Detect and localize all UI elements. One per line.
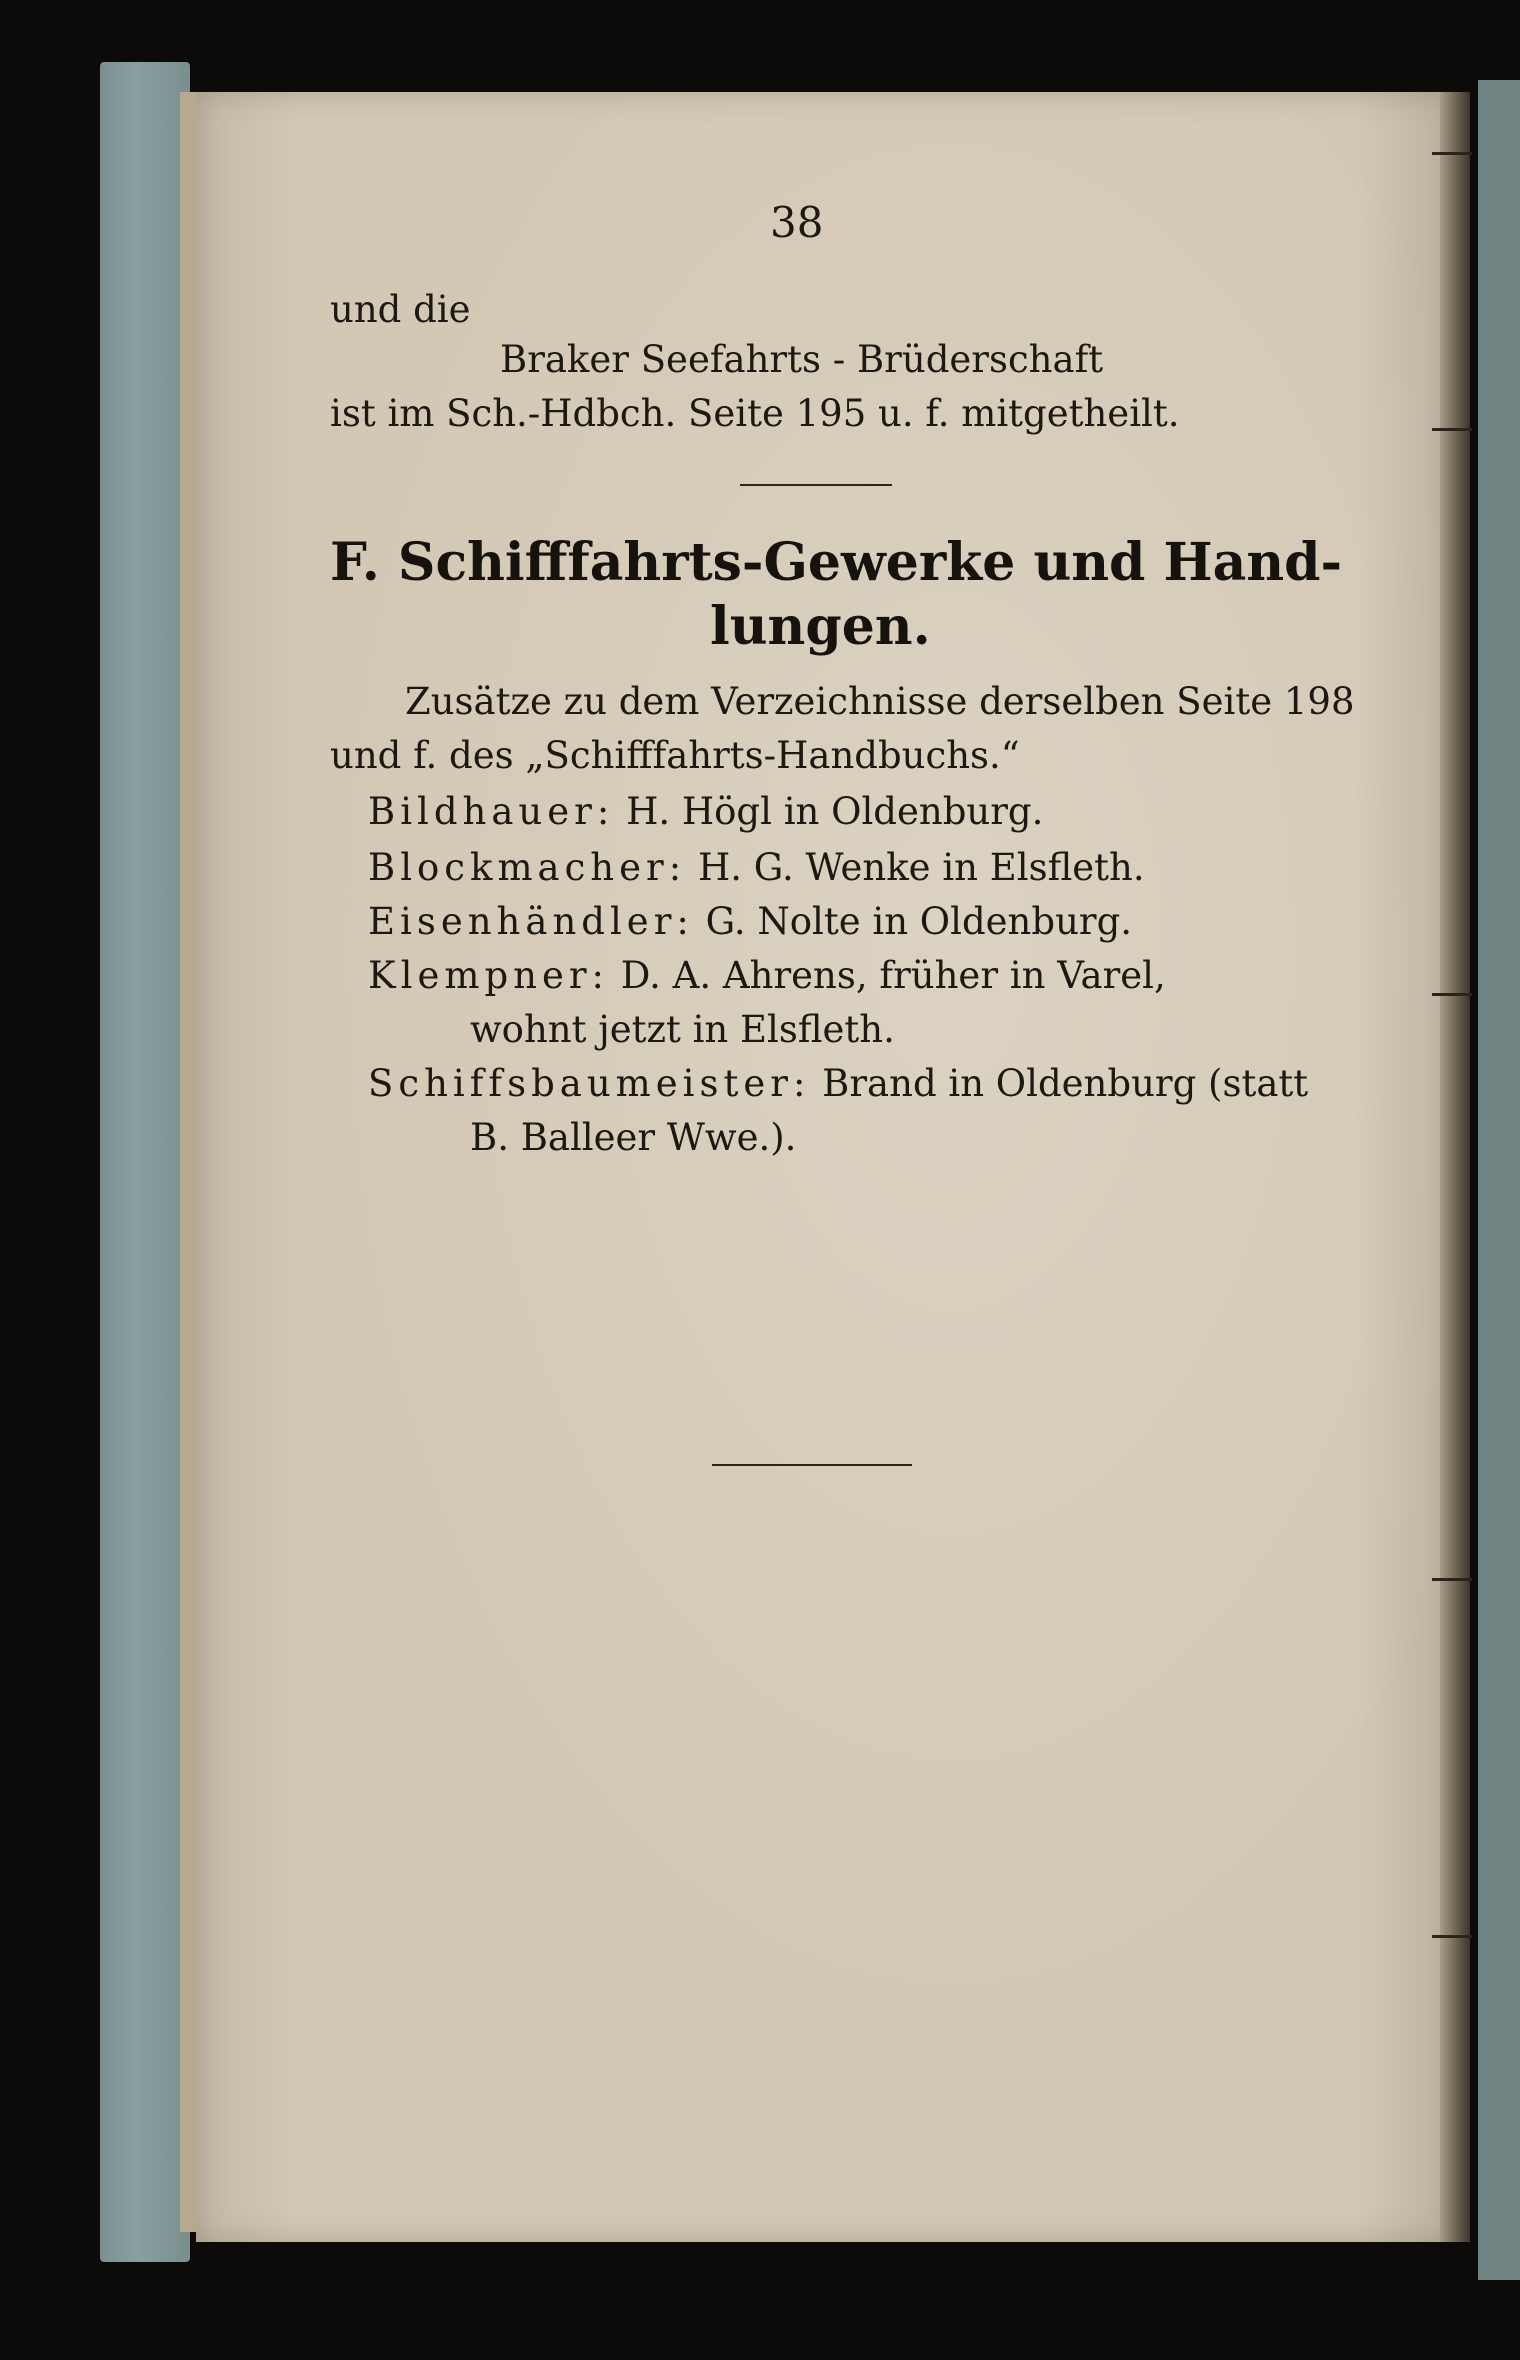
binding-stitch: [1432, 993, 1472, 996]
page-gutter: [1440, 92, 1470, 2242]
entry-eisenhaendler: [368, 900, 1132, 943]
text-line: B. Balleer Wwe.).: [470, 1116, 797, 1159]
separator-rule: [712, 1464, 912, 1466]
text-line: ist im Sch.-Hdbch. Seite 195 u. f. mitgetheilt.: [330, 392, 1180, 435]
binding-stitch: [1432, 152, 1472, 155]
separator-rule: [740, 484, 892, 486]
entry-text: H. G. Wenke in Elsfleth.: [697, 846, 1145, 889]
entry-label: Blockmacher:: [368, 846, 687, 889]
text-line: wohnt jetzt in Elsfleth.: [470, 1008, 895, 1051]
entry-text: G. Nolte in Oldenburg.: [705, 900, 1133, 943]
section-heading: F. Schifffahrts-Gewerke und Hand-: [330, 532, 1343, 593]
entry-schiffsbaumeister: [368, 1062, 1308, 1105]
entry-label: Bildhauer:: [368, 790, 615, 833]
page-number: 38: [770, 198, 824, 247]
entry-text: D. A. Ahrens, früher in Varel,: [620, 954, 1166, 997]
entry-label: Schiffsbaumeister:: [368, 1062, 811, 1105]
entry-label: Klempner:: [368, 954, 610, 997]
section-heading-continued: lungen.: [710, 596, 931, 657]
entry-text: Brand in Oldenburg (statt: [822, 1062, 1309, 1105]
binding-stitch: [1432, 428, 1472, 431]
book-cover-right: [1478, 80, 1520, 2280]
text-line: und f. des „Schifffahrts-Handbuchs.“: [330, 734, 1020, 777]
text-line: und die: [330, 288, 471, 331]
entry-text: H. Högl in Oldenburg.: [626, 790, 1044, 833]
text-line: Zusätze zu dem Verzeichnisse derselben Seite 198: [405, 680, 1355, 723]
binding-stitch: [1432, 1578, 1472, 1581]
book-cover-left: [100, 62, 190, 2262]
entry-blockmacher: [368, 846, 1145, 889]
binding-stitch: [1432, 1935, 1472, 1938]
text-line: Braker Seefahrts - Brüderschaft: [500, 338, 1104, 381]
entry-label: Eisenhändler:: [368, 900, 694, 943]
entry-bildhauer: [368, 790, 1043, 833]
entry-klempner: [368, 954, 1166, 997]
